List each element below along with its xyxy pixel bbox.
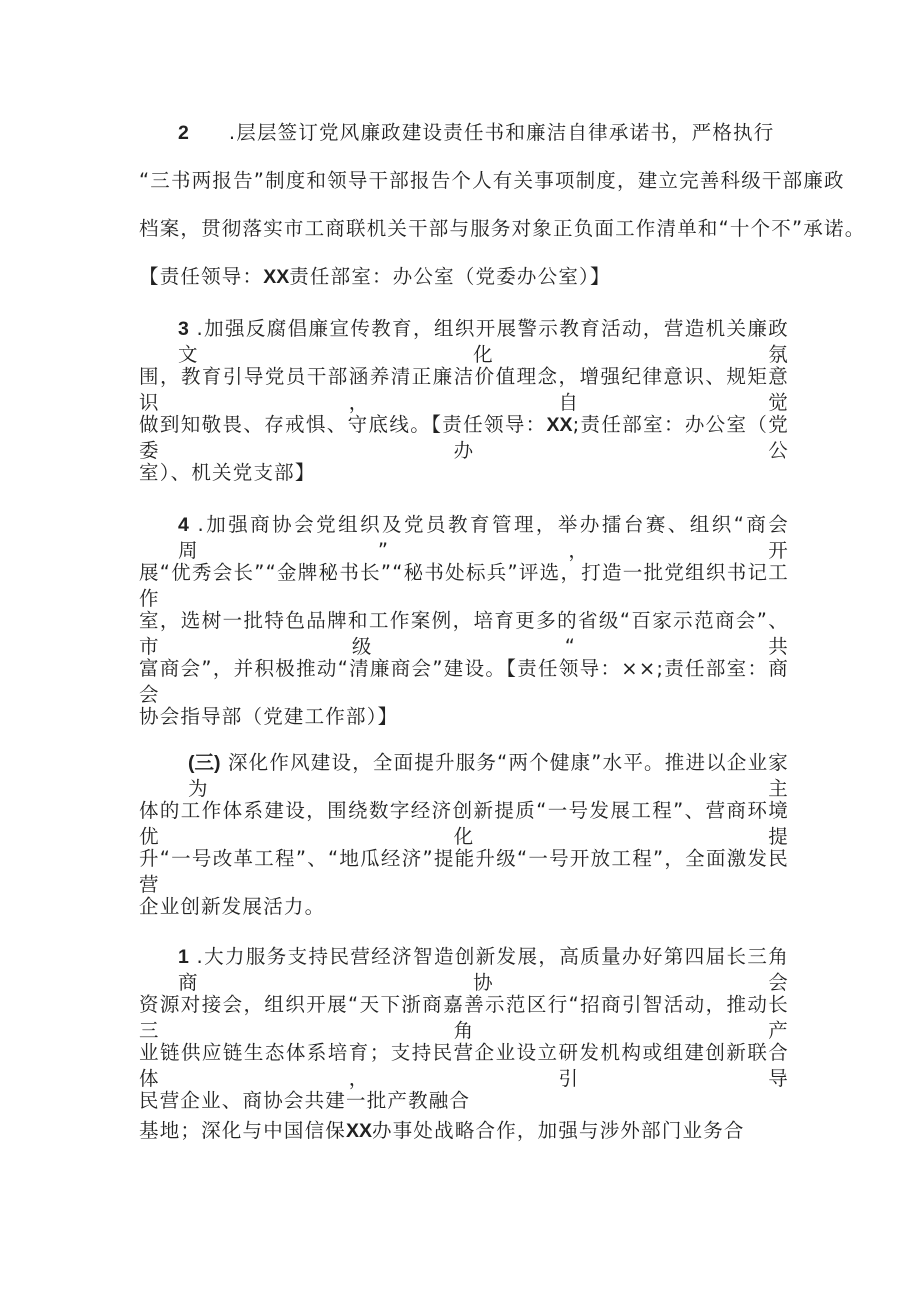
section-label: (三): [188, 752, 221, 774]
paragraph-1-line-4: [139, 1088, 789, 1114]
paragraph-text: 业链供应链生态体系培育；支持民营企业设立研发机构或组建创新联合体，引导: [139, 1041, 789, 1090]
paragraph-2-line-1: [178, 120, 828, 146]
paragraph-text: 富商会”，并积极推动“清廉商会”建设。【责任领导：××;责任部室：商会: [139, 657, 789, 706]
paragraph-text: 协会指导部（党建工作部）】: [139, 705, 399, 728]
paragraph-text: 室）、机关党支部】: [139, 461, 316, 484]
paragraph-2-line-3: [139, 216, 866, 242]
paragraph-text: 升“一号改革工程”、“地瓜经济”提能升级“一号开放工程”，全面激发民营: [139, 847, 789, 896]
section-3-line-3: [139, 846, 789, 896]
paragraph-text: 展“优秀会长”“金牌秘书长”“秘书处标兵”评选，打造一批党组织书记工作: [139, 561, 789, 610]
section-3-line-4: [139, 894, 789, 920]
section-3-line-1: [188, 750, 789, 800]
paragraph-3-line-4: [139, 460, 789, 486]
paragraph-4-line-2: [139, 560, 789, 610]
paragraph-text: 档案，贯彻落实市工商联机关干部与服务对象正负面工作清单和“十个不”承诺。: [139, 217, 866, 240]
paragraph-text: 基地；深化与中国信保: [139, 1119, 347, 1142]
paragraph-text: 资源对接会，组织开展“天下浙商嘉善示范区行“招商引智活动，推动长三角产: [139, 993, 789, 1042]
paragraph-3-line-1: [178, 316, 790, 366]
paragraph-1-line-1: [178, 944, 790, 994]
paragraph-text: ;责任部室：办公室（党委办公: [139, 413, 789, 462]
paragraph-1-line-2: [139, 992, 789, 1042]
paragraph-text: “三书两报告”制度和领导干部报告个人有关事项制度，建立完善科级干部廉政: [139, 169, 845, 192]
paragraph-1-line-5: [139, 1118, 789, 1144]
paragraph-3-line-3: [139, 412, 789, 462]
leader-placeholder: XX: [346, 1120, 373, 1142]
paragraph-text: 企业创新发展活力。: [139, 895, 326, 918]
paragraph-3-line-2: [139, 364, 789, 414]
paragraph-text: 民营企业、商协会共建一批产教融合: [139, 1089, 471, 1112]
leader-placeholder: XX: [546, 414, 573, 436]
paragraph-1-line-3: [139, 1040, 789, 1090]
paragraph-text: .加强商协会党组织及党员教育管理，举办擂台赛、组织“商会周”，开: [178, 513, 789, 562]
paragraph-4-line-4: [139, 656, 789, 706]
paragraph-text: .大力服务支持民营经济智造创新发展，高质量办好第四届长三角商协会: [178, 945, 790, 994]
paragraph-text: 做到知敬畏、存戒惧、守底线。【责任领导：: [139, 413, 547, 436]
paragraph-text: 围，教育引导党员干部涵养清正廉洁价值理念，增强纪律意识、规矩意识，自觉: [139, 365, 789, 414]
paragraph-text: .加强反腐倡廉宣传教育，组织开展警示教育活动，营造机关廉政文化氛: [178, 317, 790, 366]
item-number: 3: [178, 318, 189, 340]
paragraph-4-line-5: [139, 704, 789, 730]
paragraph-text: 体的工作体系建设，围绕数字经济创新提质“一号发展工程”、营商环境优化提: [139, 799, 789, 848]
item-number: 4: [178, 514, 189, 536]
paragraph-4-line-1: [178, 512, 789, 562]
paragraph-text: .层层签订党风廉政建设责任书和廉洁自律承诺书，严格执行: [228, 121, 775, 144]
paragraph-text: 深化作风建设，全面提升服务“两个健康”水平。推进以企业家为主: [188, 751, 789, 800]
paragraph-text: 办事处战略合作，加强与涉外部门业务合: [372, 1119, 745, 1142]
item-number: 2: [178, 122, 189, 144]
paragraph-text: 室，选树一批特色品牌和工作案例，培育更多的省级“百家示范商会”、市级“共: [139, 609, 789, 658]
paragraph-text: 【责任领导：: [139, 265, 264, 288]
item-number: 1: [178, 946, 189, 968]
leader-placeholder: XX: [263, 266, 290, 288]
paragraph-2-line-4: [139, 264, 789, 290]
paragraph-4-line-3: [139, 608, 789, 658]
paragraph-2-line-2: [139, 168, 845, 194]
section-3-line-2: [139, 798, 789, 848]
paragraph-text: 责任部室：办公室（党委办公室）】: [289, 265, 611, 288]
